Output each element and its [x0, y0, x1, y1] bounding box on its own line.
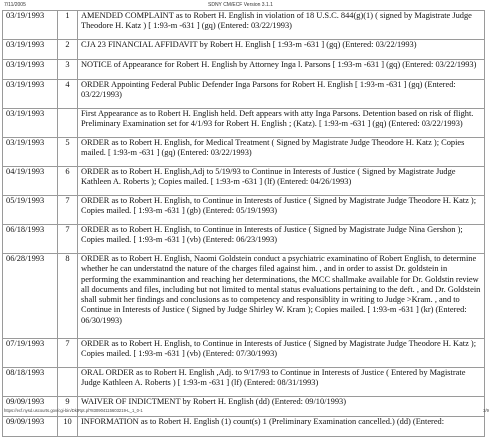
docket-entry-row	[3, 40, 485, 60]
entry-text: CJA 23 FINANCIAL AFFIDAVIT by Robert H. English [ 1:93-m -631 ] (gq) (Entered: 03/22/1993)	[78, 40, 485, 60]
entry-number: 3	[58, 60, 78, 80]
entry-number: 5	[58, 138, 78, 167]
entry-date: 06/28/1993	[3, 254, 58, 339]
entry-date: 07/19/1993	[3, 339, 58, 368]
docket-table	[2, 10, 485, 437]
docket-table-body	[3, 11, 485, 437]
docket-entry-row	[3, 80, 485, 109]
entry-text: ORDER as to Robert H. English, Naomi Goldstein conduct a psychiatric examinatino of Robert English, to determine whether he can understatnd the nature of the charges filed against him. , and in order to assist Dr. goldstein in performing the examminantion and reaching her determinations, the MCC shallmake available for Dr. Goldstin review all documents and files, including but not limited to mental status evaluations pertaining to the deft. , and Dr. Goldstein shall submit her findings and conclusions as to competency and responsiblity in writing to Judge >Kram. , and to Continue in Interests of Justice ( Signed by Judge Shirley W. Kram ); Copies mailed. [ 1:93-m -631 ] (kr) (Entered: 06/30/1993)	[78, 254, 485, 339]
entry-date: 09/09/1993	[3, 397, 58, 417]
docket-entry-row	[3, 196, 485, 225]
docket-entry-row	[3, 60, 485, 80]
entry-text: ORDER as to Robert H. English, to Continue in Interests of Justice ( Signed by Magistrate Judge Theodore H. Katz ); Copies mailed. [ 1:93-m -631 ] (gb) (Entered: 05/19/1993)	[78, 196, 485, 225]
entry-number	[58, 109, 78, 138]
docket-entry-row	[3, 167, 485, 196]
entry-text: ORDER Appointing Federal Public Defender Inga Parsons for Robert H. English [ 1:93-m -631 ] (gq) (Entered: 03/22/1993)	[78, 80, 485, 109]
entry-date: 03/19/1993	[3, 60, 58, 80]
entry-date: 03/19/1993	[3, 80, 58, 109]
entry-number: 10	[58, 417, 78, 437]
entry-number: 4	[58, 80, 78, 109]
entry-text: First Appearance as to Robert H. English held. Deft appears with atty Inga Parsons. Detention based on risk of flight. Preliminary Examination set for 4/1/93 for Robert H. English ; (Katz). [ 1:93-m -631 ] (gq) (Entered: 03/22/1993)	[78, 109, 485, 138]
entry-number: 2	[58, 40, 78, 60]
print-footer	[0, 407, 493, 415]
entry-number: 6	[58, 167, 78, 196]
docket-entry-row	[3, 138, 485, 167]
entry-date: 03/19/1993	[3, 109, 58, 138]
docket-entry-row	[3, 417, 485, 437]
entry-text: AMENDED COMPLAINT as to Robert H. English in violation of 18 U.S.C. 844(g)(1) ( signed by Magistrate Judge Theodore H. Katz ) [ 1:93-m -631 ] (gq) (Entered: 03/22/1993)	[78, 11, 485, 40]
entry-number: 7	[58, 196, 78, 225]
entry-date: 06/18/1993	[3, 225, 58, 254]
entry-date: 04/19/1993	[3, 167, 58, 196]
docket-entry-row	[3, 368, 485, 397]
print-date: 7/11/2005	[4, 2, 26, 8]
entry-text: INFORMATION as to Robert H. English (1) count(s) 1 (Preliminary Examination cancelled.) (dd) (Entered:	[78, 417, 485, 437]
docket-entry-row	[3, 254, 485, 339]
footer-url: https://ecf.nysd.uscourts.gov/cgi-bin/DktRpt.pl?830904115603219-L_1_0-1	[4, 408, 143, 413]
entry-number: 1	[58, 11, 78, 40]
entry-text: NOTICE of Appearance for Robert H. English by Attorney Inga l. Parsons [ 1:93-m -631 ] (gq) (Entered: 03/22/1993)	[78, 60, 485, 80]
entry-text: ORDER as to Robert H. English, to Continue in Interests of Justice ( Signed by Magistrate Judge Theodore H. Katz ); Copies mailed. [ 1:93-m -631 ] (vb) (Entered: 07/30/1993)	[78, 339, 485, 368]
entry-number: 9	[58, 397, 78, 417]
footer-page-number: 3/9	[483, 408, 489, 413]
entry-number: 7	[58, 339, 78, 368]
docket-entry-row	[3, 11, 485, 40]
entry-date: 03/19/1993	[3, 11, 58, 40]
docket-entry-row	[3, 339, 485, 368]
print-header	[0, 0, 493, 10]
entry-number	[58, 368, 78, 397]
entry-number: 8	[58, 254, 78, 339]
print-title: SDNY CM/ECF Version 3.1.1	[208, 2, 273, 8]
docket-entry-row	[3, 225, 485, 254]
entry-number: 7	[58, 225, 78, 254]
entry-text: ORAL ORDER as to Robert H. English ,Adj. to 9/17/93 to Continue in Interests of Justice ( Entered by Magistrate Judge Kathleen A. Roberts ) [ 1:93-m -631 ] (lf) (Entered: 08/31/1993)	[78, 368, 485, 397]
entry-date: 03/19/1993	[3, 40, 58, 60]
entry-text: WAIVER OF INDICTMENT by Robert H. English (dd) (Entered: 09/10/1993)	[78, 397, 485, 417]
docket-entry-row	[3, 109, 485, 138]
entry-text: ORDER as to Robert H. English, for Medical Treatment ( Signed by Magistrate Judge Theodore H. Katz ); Copies mailed. [ 1:93-m -631 ] (gq) (Entered: 03/22/1993)	[78, 138, 485, 167]
entry-text: ORDER as to Robert H. English, to Continue in Interests of Justice ( Signed by Magistrate Judge Nina Gershon ); Copies mailed. [ 1:93-m -631 ] (vb) (Entered: 06/23/1993)	[78, 225, 485, 254]
entry-date: 08/18/1993	[3, 368, 58, 397]
entry-date: 05/19/1993	[3, 196, 58, 225]
entry-date: 03/19/1993	[3, 138, 58, 167]
entry-date: 09/09/1993	[3, 417, 58, 437]
entry-text: ORDER as to Robert H. English,Adj to 5/19/93 to Continue in Interests of Justice ( Signed by Magistrate Judge Kathleen A. Roberts ); Copies mailed. [ 1:93-m -631 ] (lf) (Entered: 04/26/1993)	[78, 167, 485, 196]
